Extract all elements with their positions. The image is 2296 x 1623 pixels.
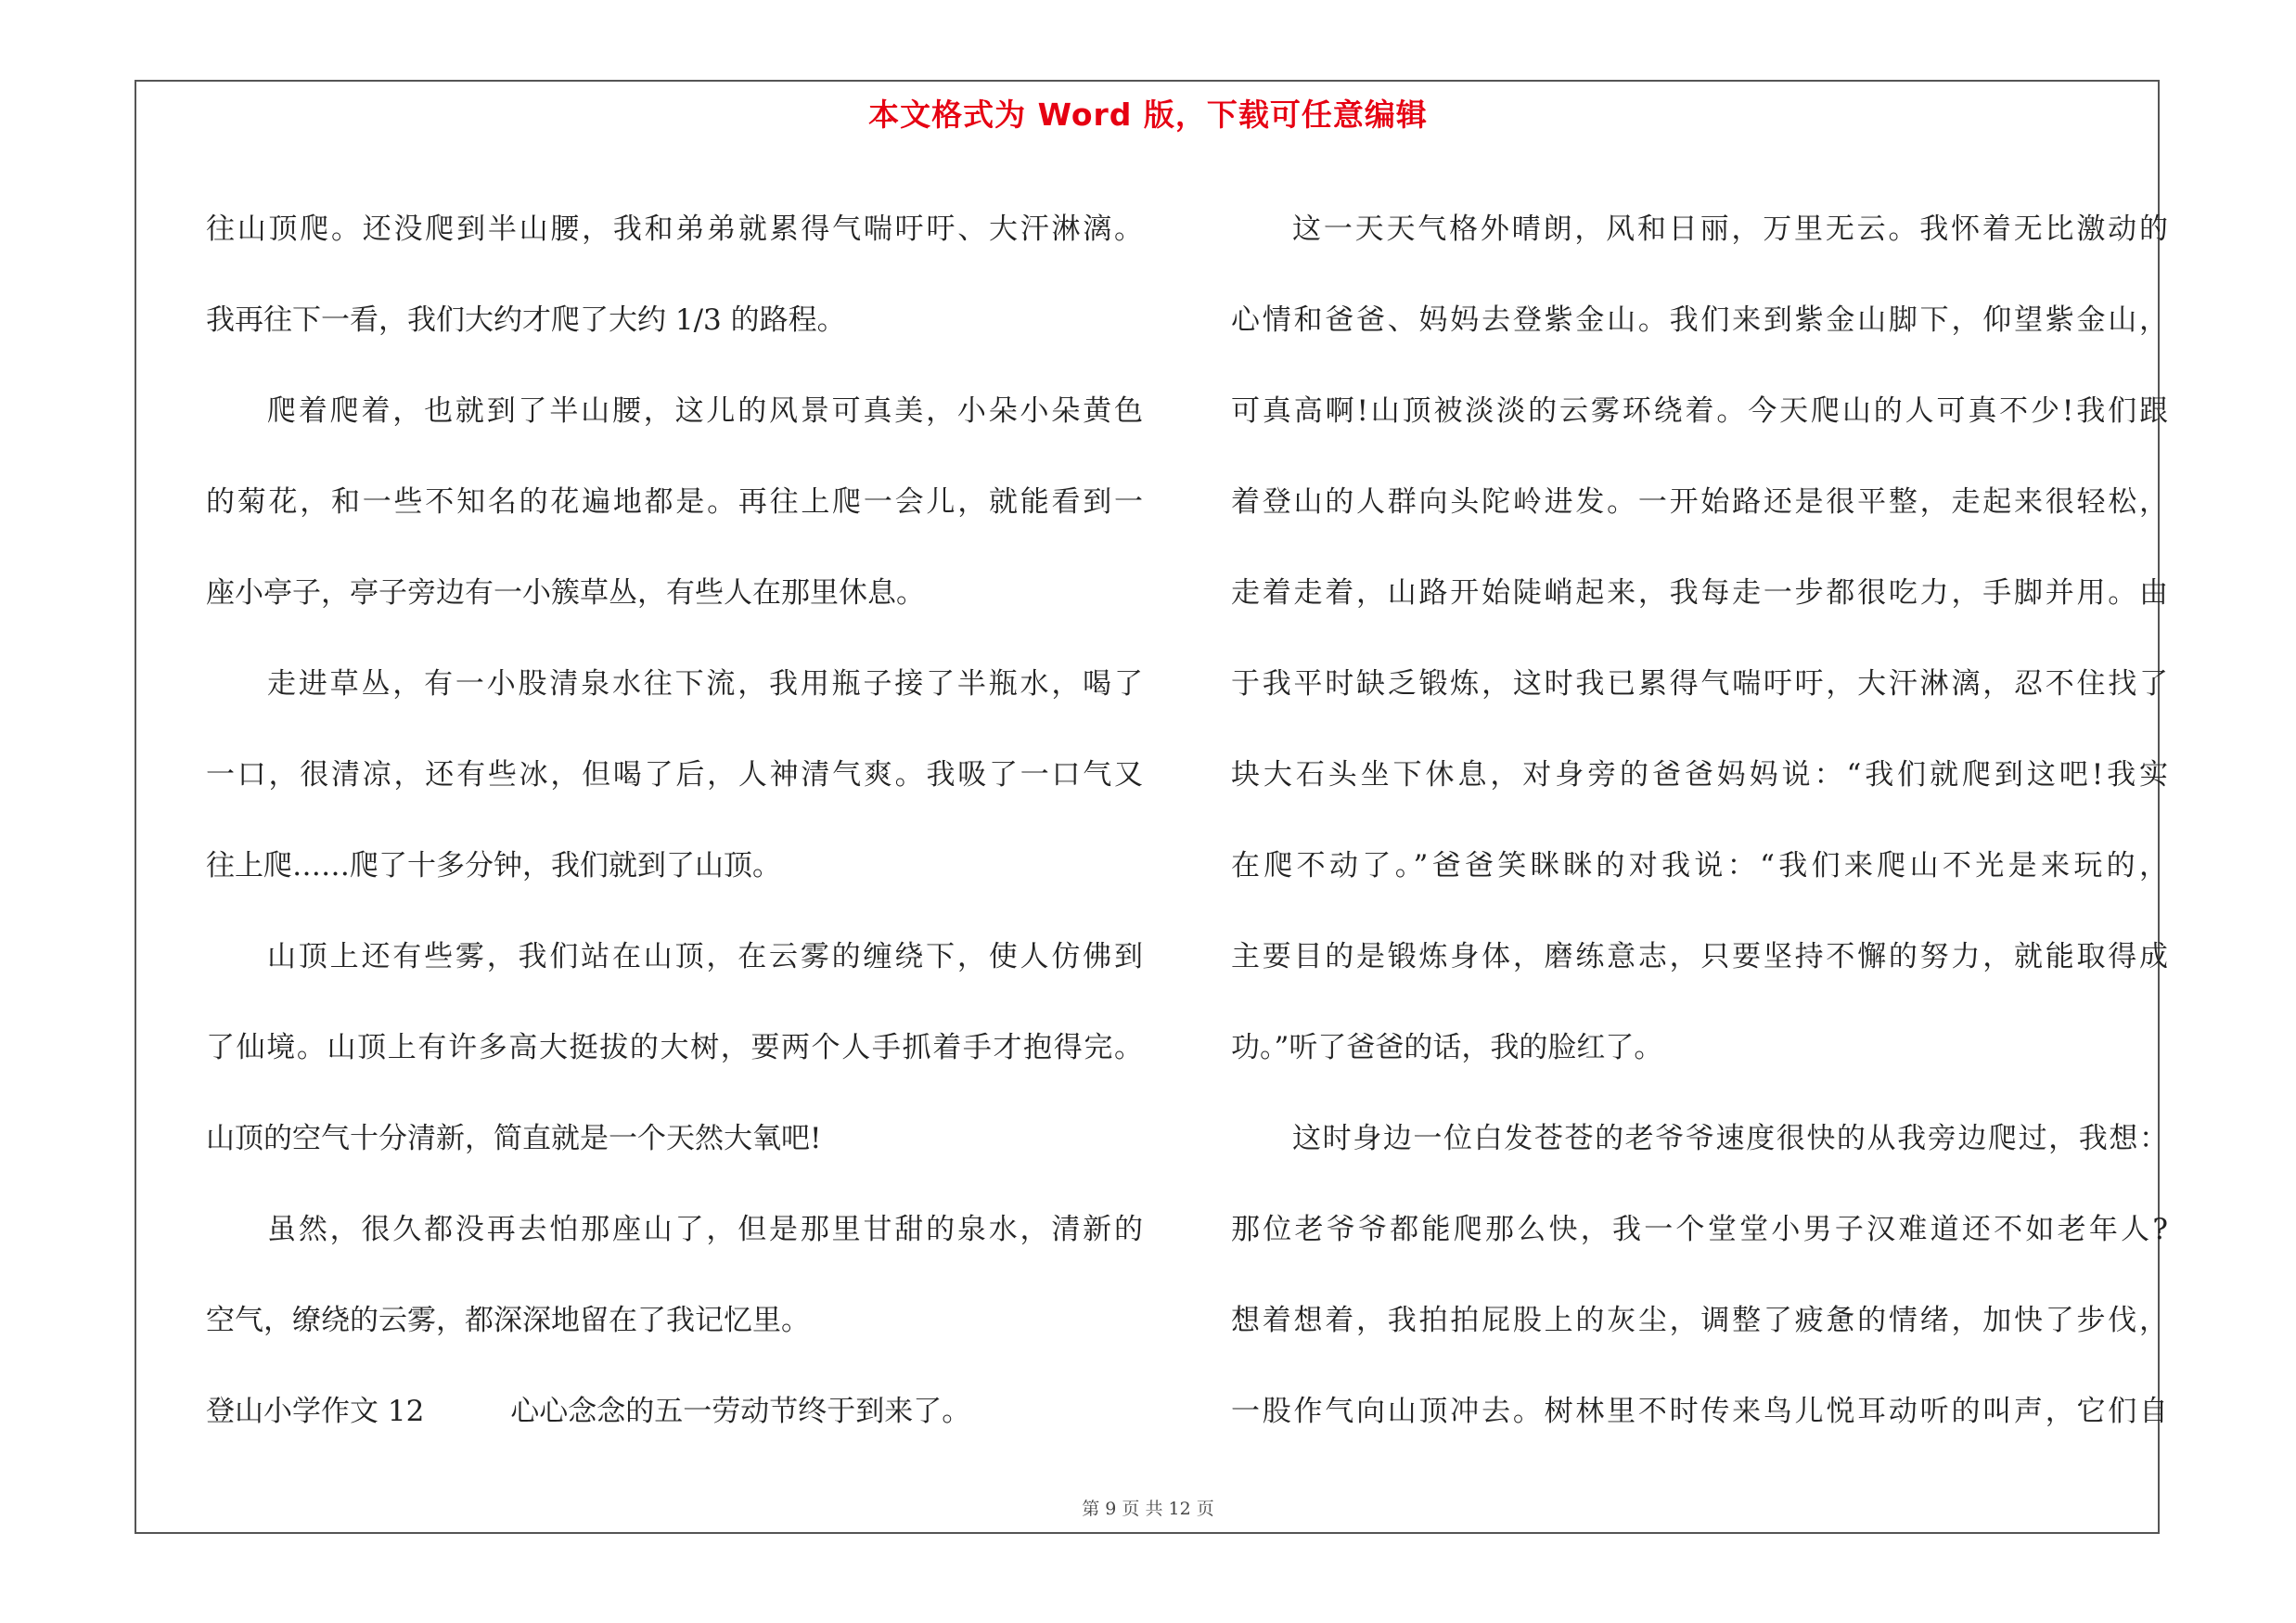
text-line: 那位老爷爷都能爬那么快，我一个堂堂小男子汉难道还不如老年人? bbox=[1231, 1213, 2168, 1246]
text-line: 座小亭子，亭子旁边有一小簇草丛，有些人在那里休息。 bbox=[206, 576, 925, 610]
text-line: 心情和爸爸、妈妈去登紫金山。我们来到紫金山脚下，仰望紫金山， bbox=[1231, 303, 2168, 337]
paragraph-start-line: 这时身边一位白发苍苍的老爷爷速度很快的从我旁边爬过，我想： bbox=[1292, 1122, 2168, 1155]
left-column bbox=[206, 184, 1143, 1457]
text-line: 走着走着，山路开始陡峭起来，我每走一步都很吃力，手脚并用。由 bbox=[1231, 576, 2168, 610]
text-line: 山顶的空气十分清新，简直就是一个天然大氧吧! bbox=[206, 1122, 822, 1155]
paragraph-start-line: 虽然，很久都没再去怕那座山了，但是那里甘甜的泉水，清新的 bbox=[267, 1213, 1143, 1246]
paragraph-start-line: 爬着爬着，也就到了半山腰，这儿的风景可真美，小朵小朵黄色 bbox=[267, 394, 1143, 428]
text-line: 往山顶爬。还没爬到半山腰，我和弟弟就累得气喘吁吁、大汗淋漓。 bbox=[206, 213, 1143, 246]
paragraph-start-line: 山顶上还有些雾，我们站在山顶，在云雾的缠绕下，使人仿佛到 bbox=[267, 940, 1143, 973]
paragraph-start-line: 这一天天气格外晴朗，风和日丽，万里无云。我怀着无比激动的 bbox=[1292, 213, 2168, 246]
text-line: 的菊花，和一些不知名的花遍地都是。再往上爬一会儿，就能看到一 bbox=[206, 485, 1143, 519]
text-line: 我再往下一看，我们大约才爬了大约 1/3 的路程。 bbox=[206, 303, 846, 337]
text-line: 空气，缭绕的云雾，都深深地留在了我记忆里。 bbox=[206, 1304, 810, 1337]
text-line: 了仙境。山顶上有许多高大挺拔的大树，要两个人手抓着手才抱得完。 bbox=[206, 1031, 1143, 1064]
text-line: 于我平时缺乏锻炼，这时我已累得气喘吁吁，大汗淋漓，忍不住找了 bbox=[1231, 667, 2168, 701]
text-line: 往上爬……爬了十多分钟，我们就到了山顶。 bbox=[206, 849, 781, 882]
text-line: 可真高啊!山顶被淡淡的云雾环绕着。今天爬山的人可真不少!我们跟 bbox=[1231, 394, 2168, 428]
text-line: 功。”听了爸爸的话，我的脸红了。 bbox=[1231, 1031, 1663, 1064]
text-line: 在爬不动了。”爸爸笑眯眯的对我说：“我们来爬山不光是来玩的， bbox=[1231, 849, 2168, 882]
text-line: 块大石头坐下休息，对身旁的爸爸妈妈说：“我们就爬到这吧!我实 bbox=[1231, 758, 2168, 792]
text-line: 着登山的人群向头陀岭进发。一开始路还是很平整，走起来很轻松， bbox=[1231, 485, 2168, 519]
page-number: 第 9 页 共 12 页 bbox=[1082, 1499, 1214, 1519]
text-line: 一股作气向山顶冲去。树林里不时传来鸟儿悦耳动听的叫声，它们自 bbox=[1231, 1395, 2168, 1428]
text-line: 一口，很清凉，还有些冰，但喝了后，人神清气爽。我吸了一口气又 bbox=[206, 758, 1143, 792]
header-banner: 本文格式为 Word 版，下载可任意编辑 bbox=[868, 97, 1428, 133]
paragraph-start-line: 走进草丛，有一小股清泉水往下流，我用瓶子接了半瓶水，喝了 bbox=[267, 667, 1143, 701]
right-column bbox=[1231, 184, 2168, 1457]
text-line: 主要目的是锻炼身体，磨练意志，只要坚持不懈的努力，就能取得成 bbox=[1231, 940, 2168, 973]
essay-title-line: 登山小学作文 12 心心念念的五一劳动节终于到来了。 bbox=[206, 1395, 971, 1428]
text-line: 想着想着，我拍拍屁股上的灰尘，调整了疲惫的情绪，加快了步伐， bbox=[1231, 1304, 2168, 1337]
